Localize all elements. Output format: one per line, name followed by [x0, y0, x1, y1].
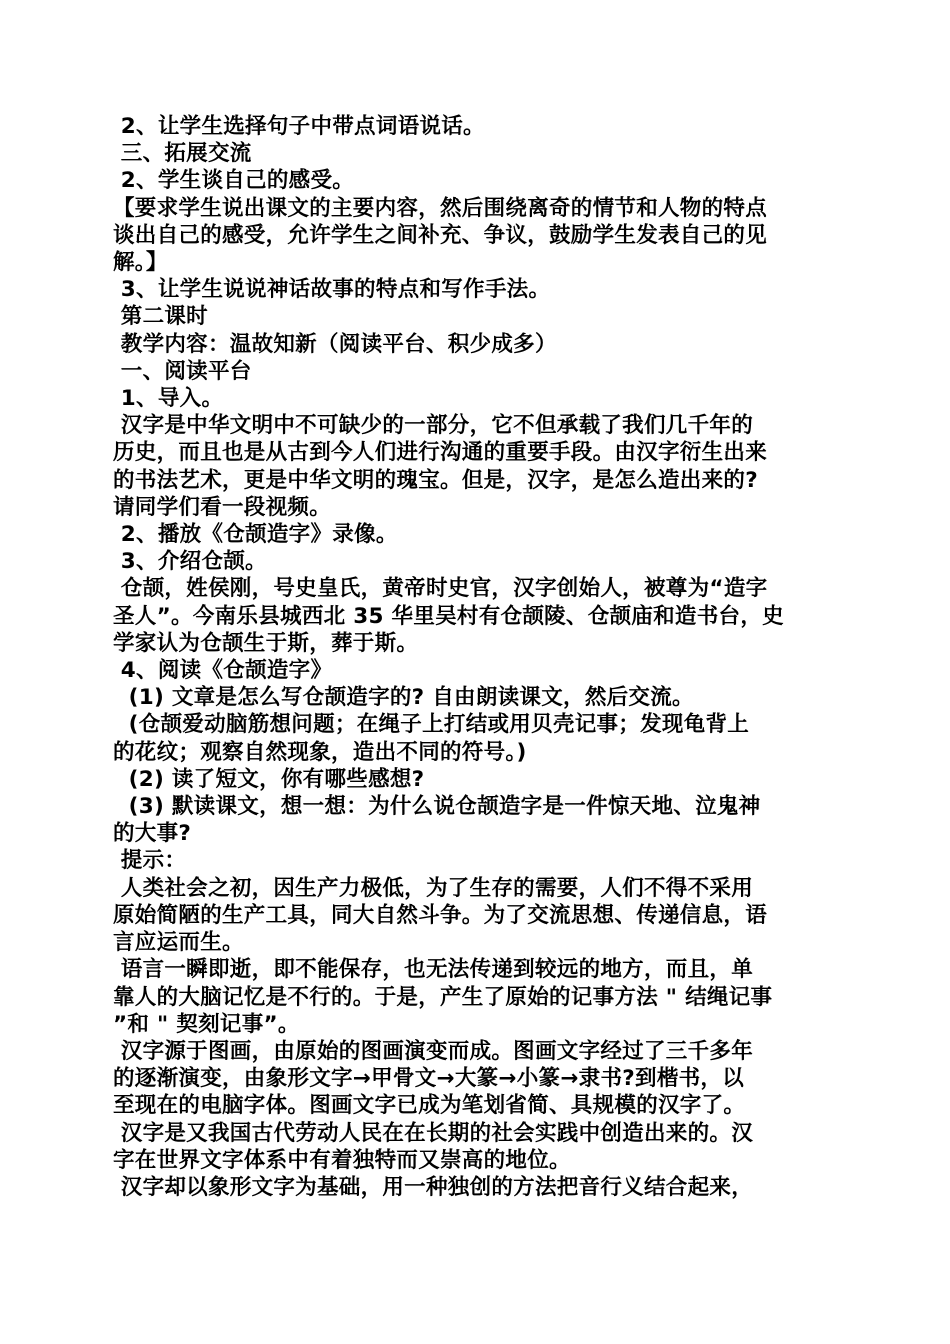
section-heading: 三、拓展交流	[113, 141, 252, 167]
text-line: ”和 " 契刻记事”。	[113, 1011, 300, 1037]
text-line: 汉字是又我国古代劳动人民在在长期的社会实践中创造出来的。汉	[113, 1120, 753, 1146]
text-line: 人类社会之初，因生产力极低，为了生存的需要，人们不得不采用	[113, 875, 753, 901]
text-line: 1、导入。	[113, 386, 224, 412]
lesson-heading: 第二课时	[113, 304, 208, 330]
text-line: (1) 文章是怎么写仓颉造字的? 自由朗读课文，然后交流。	[113, 685, 694, 711]
text-line: 原始简陋的生产工具，同大自然斗争。为了交流思想、传递信息，语	[113, 902, 768, 928]
text-line: (仓颉爱动脑筋想问题；在绳子上打结或用贝壳记事；发现龟背上	[113, 712, 750, 738]
text-line: 仓颉，姓侯刚，号史皇氏，黄帝时史官，汉字创始人，被尊为“造字	[113, 576, 768, 602]
text-line: 教学内容：温故知新（阅读平台、积少成多）	[113, 331, 557, 357]
text-line: 语言一瞬即逝，即不能保存，也无法传递到较远的地方，而且，单	[113, 957, 753, 983]
section-heading: 一、阅读平台	[113, 358, 252, 384]
text-line: 汉字是中华文明中不可缺少的一部分，它不但承载了我们几千年的	[113, 413, 753, 439]
text-line: 【要求学生说出课文的主要内容，然后围绕离奇的情节和人物的特点	[113, 195, 768, 221]
text-line: 至现在的电脑字体。图画文字已成为笔划省简、具规模的汉字了。	[113, 1093, 746, 1119]
text-line: 字在世界文字体系中有着独特而又崇高的地位。	[113, 1147, 571, 1173]
text-line: 的书法艺术，更是中华文明的瑰宝。但是，汉字，是怎么造出来的?	[113, 467, 758, 493]
text-line: 历史，而且也是从古到今人们进行沟通的重要手段。由汉字衍生出来	[113, 440, 768, 466]
document-body	[113, 113, 843, 1201]
text-line: 3、介绍仓颉。	[113, 549, 267, 575]
text-line: 汉字却以象形文字为基础，用一种独创的方法把音行义结合起来，	[113, 1174, 753, 1200]
text-line: 言应运而生。	[113, 930, 244, 956]
text-line: 4、阅读《仓颉造字》	[113, 658, 333, 684]
text-line: 的逐渐演变，由象形文字→甲骨文→大篆→小篆→隶书?到楷书，以	[113, 1066, 745, 1092]
text-line: 学家认为仓颉生于斯，葬于斯。	[113, 630, 419, 656]
text-line: 2、学生谈自己的感受。	[113, 168, 355, 194]
text-line: 3、让学生说说神话故事的特点和写作手法。	[113, 277, 551, 303]
text-line: 靠人的大脑记忆是不行的。于是，产生了原始的记事方法 " 结绳记事	[113, 984, 773, 1010]
text-line: 圣人”。今南乐县城西北 35 华里吴村有仓颉陵、仓颉庙和造书台，史	[113, 603, 784, 629]
text-line: 2、播放《仓颉造字》录像。	[113, 522, 398, 548]
text-line: 的大事?	[113, 821, 192, 847]
text-line: (2) 读了短文，你有哪些感想?	[113, 766, 425, 792]
text-line: (3) 默读课文，想一想：为什么说仓颉造字是一件惊天地、泣鬼神	[113, 794, 761, 820]
text-line: 解。】	[113, 250, 168, 276]
text-line: 请同学们看一段视频。	[113, 494, 332, 520]
text-line: 2、让学生选择句子中带点词语说话。	[113, 114, 485, 139]
text-line: 汉字源于图画，由原始的图画演变而成。图画文字经过了三千多年	[113, 1038, 753, 1064]
text-line: 的花纹；观察自然现象，造出不同的符号。)	[113, 739, 527, 765]
text-line: 谈出自己的感受，允许学生之间补充、争议，鼓励学生发表自己的见	[113, 222, 768, 248]
text-line: 提示：	[113, 848, 187, 874]
